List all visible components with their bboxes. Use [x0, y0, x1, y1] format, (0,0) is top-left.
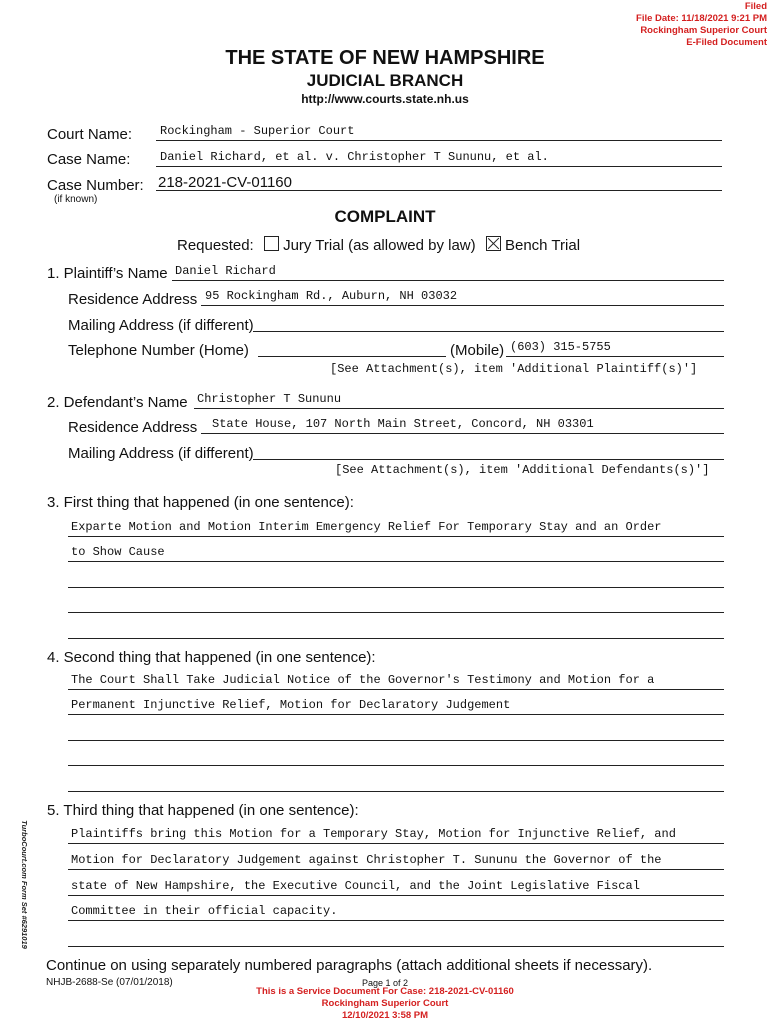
- continue-note: Continue on using separately numbered paragraphs (attach additional sheets if necessary).: [46, 957, 653, 974]
- plaintiff-attachment-note: [See Attachment(s), item 'Additional Plaintiff(s)']: [330, 362, 698, 376]
- plaintiff-residence-label: Residence Address: [68, 291, 198, 308]
- page-number: Page 1 of 2: [361, 978, 409, 988]
- stamp-court: Rockingham Superior Court: [640, 25, 767, 36]
- plaintiff-name-label: 1. Plaintiff’s Name: [47, 265, 168, 282]
- requested-label: Requested:: [177, 237, 254, 254]
- bench-trial-label: Bench Trial: [504, 237, 581, 254]
- court-name-field[interactable]: Rockingham - Superior Court: [160, 124, 355, 138]
- bench-trial-checkbox[interactable]: [486, 236, 501, 251]
- branch-title: JUDICIAL BRANCH: [306, 71, 464, 90]
- efile-stamp: [636, 1, 767, 49]
- case-name-label: Case Name:: [47, 151, 131, 168]
- defendant-name-label: 2. Defendant’s Name: [47, 394, 188, 411]
- case-number-label: Case Number:: [47, 177, 144, 194]
- service-stamp-date: 12/10/2021 3:58 PM: [341, 1010, 429, 1021]
- plaintiff-name-field[interactable]: Daniel Richard: [175, 264, 276, 278]
- service-stamp-case: This is a Service Document For Case: 218-2021-CV-01160: [256, 986, 514, 997]
- service-stamp: [0, 986, 770, 1022]
- event-1-line-1[interactable]: Exparte Motion and Motion Interim Emergency Relief For Temporary Stay and an Order: [71, 520, 662, 534]
- event-3-line-4[interactable]: Committee in their official capacity.: [71, 904, 338, 918]
- event-3-label: 5. Third thing that happened (in one sentence):: [47, 802, 359, 819]
- jury-trial-label: Jury Trial (as allowed by law): [283, 237, 476, 254]
- event-3-line-2[interactable]: Motion for Declaratory Judgement against Christopher T. Sununu the Governor of the: [71, 853, 662, 867]
- jury-trial-checkbox[interactable]: [264, 236, 279, 251]
- if-known-note: (if known): [54, 194, 98, 205]
- form-id: NHJB-2688-Se (07/01/2018): [46, 977, 173, 988]
- mobile-field[interactable]: (603) 315-5755: [510, 340, 611, 354]
- event-2-line-1[interactable]: The Court Shall Take Judicial Notice of the Governor's Testimony and Motion for a: [71, 673, 655, 687]
- plaintiff-residence-field[interactable]: 95 Rockingham Rd., Auburn, NH 03032: [205, 289, 458, 303]
- event-2-label: 4. Second thing that happened (in one sentence):: [47, 649, 376, 666]
- mobile-label: (Mobile): [450, 342, 505, 359]
- stamp-status: Filed: [744, 1, 767, 12]
- event-3-line-3[interactable]: state of New Hampshire, the Executive Council, and the Joint Legislative Fiscal: [71, 879, 640, 893]
- court-name-label: Court Name:: [47, 126, 133, 143]
- defendant-mailing-label: Mailing Address (if different): [68, 445, 254, 462]
- stamp-doc-type: E-Filed Document: [686, 37, 767, 48]
- defendant-name-field[interactable]: Christopher T Sununu: [197, 392, 342, 406]
- phone-home-label: Telephone Number (Home): [68, 342, 249, 359]
- court-url: http://www.courts.state.nh.us: [301, 92, 469, 106]
- state-title: THE STATE OF NEW HAMPSHIRE: [225, 47, 545, 69]
- plaintiff-mailing-label: Mailing Address (if different): [68, 317, 254, 334]
- event-1-line-2[interactable]: to Show Cause: [71, 545, 165, 559]
- complaint-title: COMPLAINT: [334, 207, 436, 226]
- defendant-residence-field[interactable]: State House, 107 North Main Street, Concord, NH 03301: [212, 417, 594, 431]
- event-1-label: 3. First thing that happened (in one sentence):: [47, 494, 354, 511]
- case-name-field[interactable]: Daniel Richard, et al. v. Christopher T Sununu, et al.: [160, 150, 549, 164]
- event-3-line-1[interactable]: Plaintiffs bring this Motion for a Temporary Stay, Motion for Injunctive Relief, and: [71, 827, 676, 841]
- defendant-attachment-note: [See Attachment(s), item 'Additional Defendants(s)']: [335, 463, 710, 477]
- event-2-line-2[interactable]: Permanent Injunctive Relief, Motion for Declaratory Judgement: [71, 698, 511, 712]
- stamp-file-date: File Date: 11/18/2021 9:21 PM: [636, 13, 767, 24]
- requested-row: [177, 236, 580, 254]
- defendant-residence-label: Residence Address: [68, 419, 198, 436]
- service-stamp-court: Rockingham Superior Court: [321, 998, 449, 1009]
- side-form-set-label: TurboCourt.com Form Set #6291019: [19, 820, 29, 949]
- case-number-field[interactable]: 218-2021-CV-01160: [158, 174, 292, 191]
